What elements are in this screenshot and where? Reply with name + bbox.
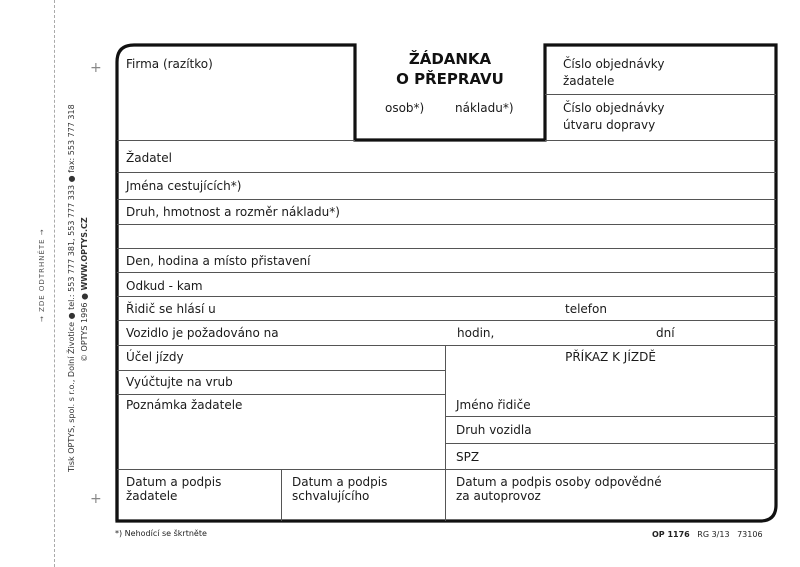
divider	[117, 199, 776, 200]
copyright-text: © OPTYS 1996 ●	[80, 290, 89, 362]
footnote: *) Nehodící se škrtněte	[115, 529, 207, 538]
tear-here-label: → ZDE ODTRHNĚTE →	[38, 228, 46, 322]
printer-info: Tisk OPTYS, spol. s r.o., Dolní Životice ● tel.: 553 777 381, 553 777 333 ● fax: 553 777 318	[67, 104, 76, 472]
registration-mark-bottom: +	[90, 491, 102, 507]
divider	[445, 443, 776, 444]
divider	[117, 172, 776, 173]
requester-field[interactable]: Žadatel	[126, 151, 172, 165]
trip-purpose-field[interactable]: Účel jízdy	[126, 350, 184, 364]
cargo-details-field[interactable]: Druh, hmotnost a rozměr nákladu*)	[126, 205, 340, 219]
divider	[117, 320, 776, 321]
form-code-block	[652, 530, 763, 539]
divider	[281, 469, 282, 521]
divider	[117, 248, 776, 249]
registration-mark-top: +	[90, 60, 102, 76]
passenger-names-field[interactable]: Jména cestujících*)	[126, 179, 242, 193]
sig-requester-field[interactable]: žadatele	[126, 489, 178, 503]
sig-requester-label-1: Datum a podpis	[126, 475, 222, 489]
divider	[445, 416, 776, 417]
divider	[117, 370, 445, 371]
form-number: 73106	[737, 530, 763, 539]
divider	[117, 469, 776, 470]
form-code: OP 1176	[652, 530, 690, 539]
sig-fleet-field[interactable]: za autoprovoz	[456, 489, 541, 503]
divider	[117, 345, 776, 346]
from-to-field[interactable]: Odkud - kam	[126, 279, 203, 293]
vehicle-required-field[interactable]: Vozidlo je požadováno na	[126, 326, 279, 340]
plate-field[interactable]: SPZ	[456, 450, 480, 464]
hours-field[interactable]: hodin,	[457, 326, 495, 340]
order-number-requester-label-2[interactable]: žadatele	[563, 74, 615, 88]
divider	[117, 272, 776, 273]
driver-reports-field[interactable]: Řidič se hlásí u	[126, 302, 216, 316]
option-persons[interactable]: osob*)	[385, 101, 425, 115]
phone-field[interactable]: telefon	[565, 302, 607, 316]
vehicle-type-field[interactable]: Druh vozidla	[456, 423, 532, 437]
bill-to-field[interactable]: Vyúčtujte na vrub	[126, 375, 233, 389]
order-number-transport-label-1: Číslo objednávky	[563, 101, 665, 115]
form-title-line2: O PŘEPRAVU	[396, 70, 504, 88]
form-revision: RG 3/13	[697, 530, 730, 539]
order-number-requester-label-1: Číslo objednávky	[563, 57, 665, 71]
divider	[445, 345, 446, 521]
option-cargo[interactable]: nákladu*)	[455, 101, 514, 115]
divider	[117, 296, 776, 297]
website-text: WWW.OPTYS.CZ	[80, 217, 89, 291]
order-number-transport-label-2[interactable]: útvaru dopravy	[563, 118, 656, 132]
divider	[545, 94, 776, 95]
sig-approver-field[interactable]: schvalujícího	[292, 489, 370, 503]
form-title-line1: ŽÁDANKA	[408, 50, 492, 68]
driver-name-field[interactable]: Jméno řidiče	[456, 398, 531, 412]
divider	[117, 394, 445, 395]
divider	[545, 140, 776, 141]
sig-fleet-label-1: Datum a podpis osoby odpovědné	[456, 475, 662, 489]
trip-order-heading: PŘÍKAZ K JÍZDĚ	[565, 350, 656, 364]
divider	[117, 224, 776, 225]
requester-note-field[interactable]: Poznámka žadatele	[126, 398, 243, 412]
divider	[117, 140, 355, 141]
pickup-field[interactable]: Den, hodina a místo přistavení	[126, 254, 311, 268]
sig-approver-label-1: Datum a podpis	[292, 475, 388, 489]
company-stamp-field[interactable]: Firma (razítko)	[126, 57, 213, 71]
days-field[interactable]: dní	[656, 326, 675, 340]
